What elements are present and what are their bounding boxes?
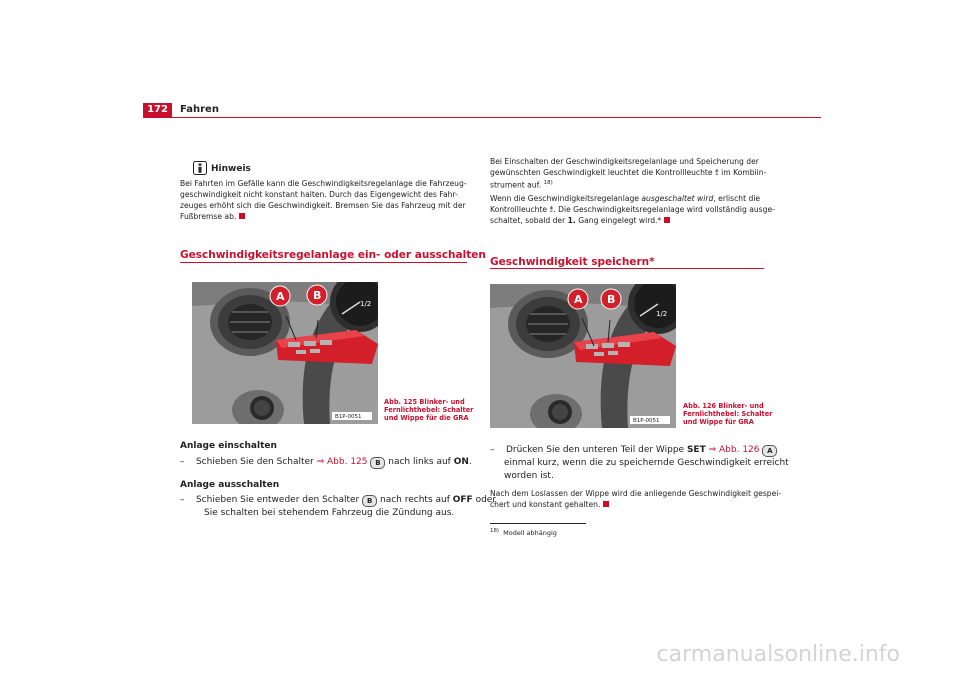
step-on: – Schieben Sie den Schalter ⇒ Abb. 125 B nach links auf ON. <box>180 457 472 467</box>
heading-on: Anlage einschalten <box>180 441 277 451</box>
fuel-gauge-label: 1/2 <box>360 300 372 308</box>
step-off: – Schieben Sie entweder den Schalter B nach rechts auf OFF oder Sie schalten bei stehendem Fahrzeug die Zündung aus. <box>180 495 497 518</box>
figure-126 <box>490 284 676 428</box>
note-title: Hinweis <box>211 164 251 174</box>
watermark: carmanualsonline.info <box>656 642 900 667</box>
label-a: A <box>276 290 285 303</box>
end-mark-icon <box>603 501 609 507</box>
figure-ref-126[interactable]: ⇒ Abb. 126 <box>708 445 760 455</box>
section-heading-left: Geschwindigkeitsregelanlage ein- oder ausschalten <box>180 249 486 261</box>
end-mark-icon <box>664 217 670 223</box>
figure-125 <box>192 282 378 424</box>
footnote-ref: 18) <box>543 180 553 186</box>
cruise-control-icon: ⥉ <box>549 205 554 214</box>
figure-code: B1P-0051 <box>335 414 362 420</box>
step-set: – Drücken Sie den unteren Teil der Wippe SET ⇒ Abb. 126 A einmal kurz, wenn die zu speichernde Geschwindigkeit erreicht worden ist. <box>490 445 789 481</box>
cruise-control-icon: ⥉ <box>714 168 719 177</box>
badge-b: B <box>362 495 377 507</box>
figure-126-caption: Abb. 126 Blinker- und Fernlichthebel: Schalter und Wippe für GRA <box>683 402 773 426</box>
section-rule-left <box>180 262 467 263</box>
page-title: Fahren <box>180 104 219 115</box>
badge-a: A <box>762 445 777 457</box>
end-mark-icon <box>239 213 245 219</box>
note-text: Bei Fahrten im Gefälle kann die Geschwindigkeitsregelanlage die Fahrzeug- geschwindigkeit nicht konstant halten. Durch das Eigengewicht des Fahr- zeuges erhöht sich die Geschwindigkeit. Bremsen Sie das Fahrzeug mit der Fußbremse ab. <box>180 179 467 221</box>
note-icon <box>193 160 207 174</box>
paragraph-1: Bei Einschalten der Geschwindigkeitsregelanlage und Speicherung der gewünschten Geschwindigkeit leuchtet die Kontrollleuchte ⥉ im Kombiin- strument auf. $^{18)}$ <box>490 157 767 190</box>
section-heading-right: Geschwindigkeit speichern* <box>490 256 655 268</box>
paragraph-2: Wenn die Geschwindigkeitsregelanlage ausgeschaltet wird, erlischt die Kontrollleuchte ⥉. Die Geschwindigkeitsregelanlage wird vollständig ausge- schaltet, sobald der 1. Gang eingelegt wird.* <box>490 194 775 225</box>
heading-off: Anlage ausschalten <box>180 480 280 490</box>
paragraph-after: Nach dem Loslassen der Wippe wird die anliegende Geschwindigkeit gespei- chert und konstant gehalten. <box>490 489 782 509</box>
badge-b: B <box>370 457 385 469</box>
label-b: B <box>313 289 322 302</box>
figure-ref-125[interactable]: ⇒ Abb. 125 <box>316 457 368 467</box>
footnote: $^{18)}$ Modell abhängig <box>490 528 557 538</box>
fuel-gauge-label: 1/2 <box>656 310 668 318</box>
footnote-rule <box>490 523 586 524</box>
figure-125-caption: Abb. 125 Blinker- und Fernlichthebel: Schalter und Wippe für die GRA <box>384 398 474 422</box>
label-a: A <box>574 293 583 306</box>
header-rule <box>143 117 821 118</box>
label-b: B <box>607 293 616 306</box>
page-number: 172 <box>143 103 172 117</box>
figure-code: B1P-0051 <box>633 418 660 424</box>
section-rule-right <box>490 268 764 269</box>
